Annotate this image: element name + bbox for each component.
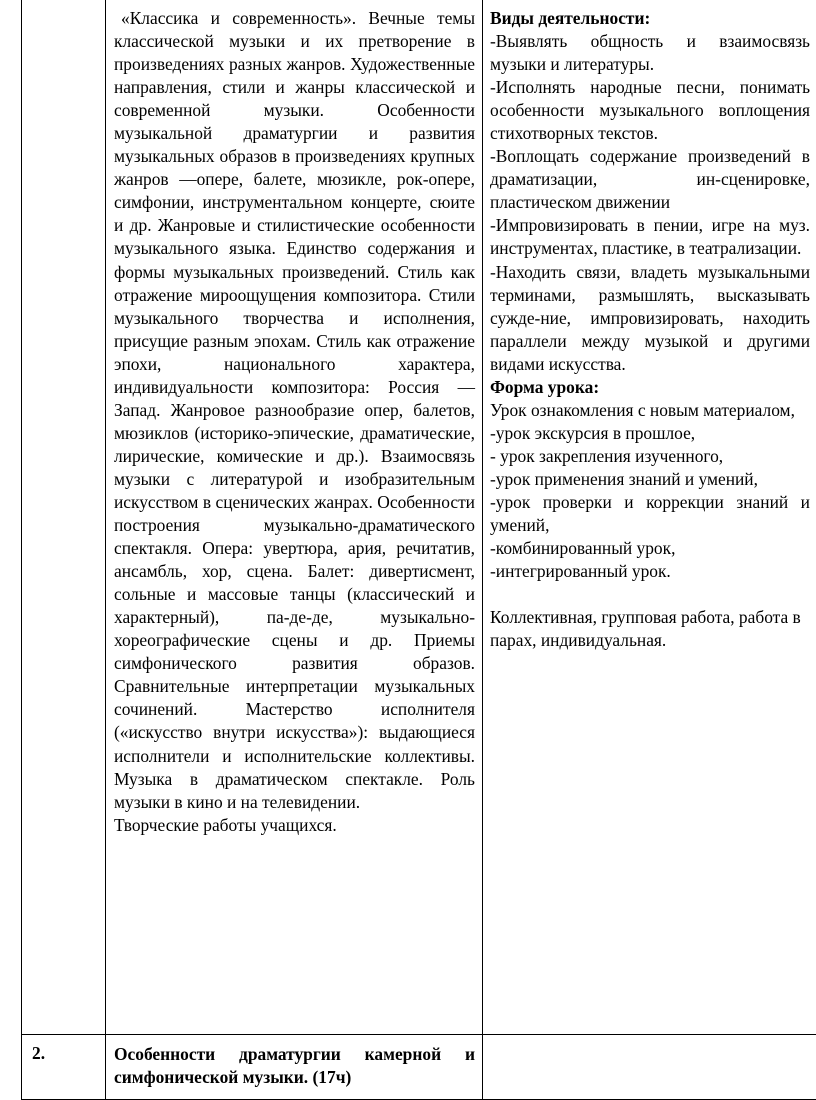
lesson-form-item: -урок применения знаний и умений, [490,468,810,491]
lesson-form-item: -интегрированный урок. [490,560,810,583]
activity-item: -Выявлять общность и взаимосвязь музыки и литературы. [490,30,810,76]
table-row [22,0,816,1035]
work-forms-text: Коллективная, групповая работа, работа в парах, индивидуальная. [490,606,810,652]
activity-item: -Воплощать содержание произведений в драматизации, ин-сценировке, пластическом движении [490,145,810,214]
row-number-cell: 2. [22,1035,106,1100]
activity-item: -Находить связи, владеть музыкальными терминами, размышлять, высказывать сужде-ние, импровизировать, находить параллели между музыкой и другими видами искусства. [490,261,810,376]
activity-item: -Импровизировать в пении, игре на муз. инструментах, пластике, в театрализации. [490,214,810,260]
lesson-form-item: -урок проверки и коррекции знаний и умений, [490,491,810,537]
activity-item: -Исполнять народные песни, понимать особенности музыкального воплощения стихотворных текстов. [490,76,810,145]
table-row [22,1035,816,1100]
spacer [490,583,810,606]
lesson-form-item: -урок экскурсия в прошлое, [490,422,810,445]
topic-content-cell [106,0,483,1035]
lesson-form-heading: Форма урока: [490,376,810,399]
row-number-cell [22,0,106,1035]
empty-cell [483,1035,816,1100]
curriculum-table [21,0,816,1100]
topic-content-text: «Классика и современность». Вечные темы классической музыки и их претворение в произведениях разных жанров. Художественные направления, стили и жанры классической и современной музыки. Особенности музыкальной драматургии и развития музыкальных образов в произведениях крупных жанров —опере, балете, мюзикле, рок-опере, симфонии, инструментальном концерте, сюите и др. Жанровые и стилистические особенности музыкального языка. Единство содержания и формы музыкальных произведений. Стиль как отражение мироощущения композитора. Стили музыкального творчества и исполнения, присущие разным эпохам. Стиль как отражение эпохи, национального характера, индивидуальности композитора: Россия —Запад. Жанровое разнообразие опер, балетов, мюзиклов (историко-эпические, драматические, лирические, комические и др.). Взаимосвязь музыки с литературой и изобразительным искусством в сценических жанрах. Особенности построения музыкально-драматического спектакля. Опера: увертюра, ария, речитатив, ансамбль, хор, сцена. Балет: дивертисмент, сольные и массовые танцы (классический и характерный), па-де-де, музыкально-хореографические сцены и др. Приемы симфонического развития образов. Сравнительные интерпретации музыкальных сочинений. Мастерство исполнителя («искусство внутри искусства»): выдающиеся исполнители и исполнительские коллективы. Музыка в драматическом спектакле. Роль музыки в кино и на телевидении. [114,7,475,814]
creative-works-text: Творческие работы учащихся. [114,814,475,837]
activities-heading: Виды деятельности: [490,7,810,30]
lesson-form-item: - урок закрепления изученного, [490,445,810,468]
section-title-cell: Особенности драматургии камерной и симфонической музыки. (17ч) [106,1035,483,1100]
activities-cell [483,0,816,1035]
lesson-form-item: -комбинированный урок, [490,537,810,560]
lesson-form-item: Урок ознакомления с новым материалом, [490,399,810,422]
